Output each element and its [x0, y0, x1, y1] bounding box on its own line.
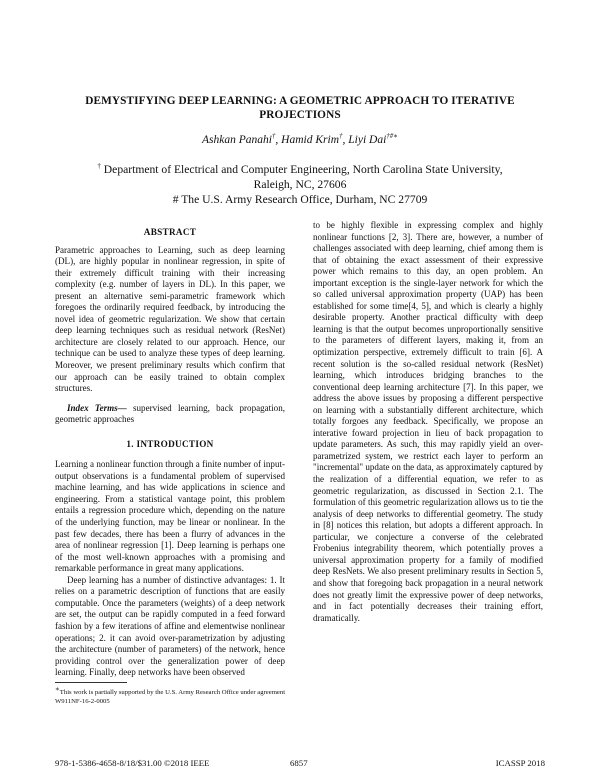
footer-conference: ICASSP 2018 — [495, 758, 545, 768]
intro-paragraph-1: Learning a nonlinear function through a finite number of input-output observations is a fundamental problem of supervised machine learning, and has wide applications in science and engineering. From a statistical vantage point, this problem entails a regression procedure which, depending on the nature of the underlying function, may be linear or nonlinear. In the past few decades, there has been a flurry of advances in the area of nonlinear regression [1]. Deep learning is perhaps one of the most well-known approaches with a promising and remarkable performance in great many applications. — [55, 459, 285, 574]
affiliation-dagger: † — [97, 162, 101, 171]
author-3-mark: †#∗ — [386, 132, 399, 141]
footnote-mark: ∗ — [55, 684, 60, 693]
index-terms — [55, 403, 285, 426]
footnote — [55, 684, 290, 706]
abstract-heading: ABSTRACT — [143, 227, 197, 237]
author-2-mark: † — [339, 132, 343, 141]
title-line-1: DEMYSTIFYING DEEP LEARNING: A GEOMETRIC APPROACH TO ITERATIVE — [85, 95, 515, 107]
author-1-mark: † — [271, 132, 276, 141]
affiliation-line-3: # The U.S. Army Research Office, Durham, NC 27709 — [172, 193, 428, 206]
abstract-text: Parametric approaches to Learning, such as deep learning (DL), are highly popular in nonlinear regression, in spite of their extremely difficult training with their increasing complexity (e.g. number of layers in DL). In this paper, we present an alternative semi-parametric framework which foregoes the ordinarily required feedback, by introducing the novel idea of geometric regularization. We show that certain deep learning techniques such as residual network (ResNet) architecture are closely related to our approach. Hence, our technique can be used to analyze these types of deep learning. Moreover, we present preliminary results which confirm that our approach can be easily trained to obtain complex structures. — [55, 244, 285, 394]
footnote-text: This work is partially supported by the U.S. Army Research Office under agreement W911NF-16-2-0005 — [55, 689, 286, 705]
title-line-2: PROJECTIONS — [259, 109, 341, 121]
index-terms-text: supervised learning, back propagation, geometric approaches — [55, 402, 285, 425]
paper-title — [60, 94, 540, 122]
right-column — [313, 220, 543, 624]
introduction-heading: 1. INTRODUCTION — [126, 438, 214, 449]
footer-copyright: 978-1-5386-4658-8/18/$31.00 ©2018 IEEE — [55, 758, 210, 768]
intro-paragraph-3: to be highly flexible in expressing complex and highly nonlinear functions [2, 3]. There are, however, a number of challenges associated with deep learning, chief among them is that of obtaining the exact assessment of their expressive power which remains to this day, an open problem. An important exception is the single-layer network for which the so called universal approximation property (UAP) has been established for some time[4, 5], and which is clearly a highly desirable property. Another practical difficulty with deep learning is that the output becomes unproportionally sensitive to the parameters of different layers, making it, from an optimization perspective, extremely difficult to train [6]. A recent solution is the so-called residual network (ResNet) learning, which introduces bridging branches to the conventional deep learning architecture [7]. In this paper, we address the above issues by proposing a different perspective on learning with a substantially different architecture, which totally forgoes any feedback. Specifically, we propose an interative foward projection in lieu of back propagation to update parameters. As such, this may rapidly yield an over-parametrized system, we restrict each layer to perform an "incremental" update on the data, as approximately captured by the realization of a differential equation, we refer to as geometric regularization, as discussed in Section 2.1. The formulation of this geometric regularization allows us to tie the analysis of deep networks to differential geometry. The study in [8] notices this relation, but adopts a different approach. In particular, we conjecture a converse of the celebrated Frobenius integrability theorem, which potentially proves a universal approximation property for a family of modified deep ResNets. We also present preliminary results in Section 5, and show that foregoing back propagation in a neural network does not greatly limit the expressive power of deep networks, and in fact potentially decreases their training effort, dramatically. — [313, 220, 543, 623]
author-2: Hamid Krim — [281, 134, 339, 146]
author-3: Liyi Dai — [348, 134, 387, 146]
affiliation-line-1-text: Department of Electrical and Computer Engineering, North Carolina State University, — [103, 163, 503, 176]
affiliations — [60, 162, 540, 207]
footnote-divider — [55, 682, 127, 683]
index-terms-label: Index Terms— — [67, 402, 127, 413]
author-list: Ashkan Panahi†, Hamid Krim†, Liyi Dai†#∗ — [201, 132, 399, 146]
footer-page-number: 6857 — [290, 758, 308, 768]
author-1: Ashkan Panahi — [201, 134, 272, 146]
left-column — [55, 227, 285, 679]
affiliation-line-2: Raleigh, NC, 27606 — [253, 178, 347, 191]
intro-paragraph-2: Deep learning has a number of distinctive advantages: 1. It relies on a parametric description of functions that are easily computable. Once the parameters (weights) of a deep network are set, the output can be rapidly computed in a feed forward fashion by a few iterations of affine and elementwise nonlinear operations; 2. it can avoid over-parametrization by adjusting the architecture (number of parameters) of the network, hence providing control over the generalization power of deep learning. Finally, deep networks have been observed — [55, 574, 285, 678]
affiliation-line-1 — [60, 162, 540, 177]
